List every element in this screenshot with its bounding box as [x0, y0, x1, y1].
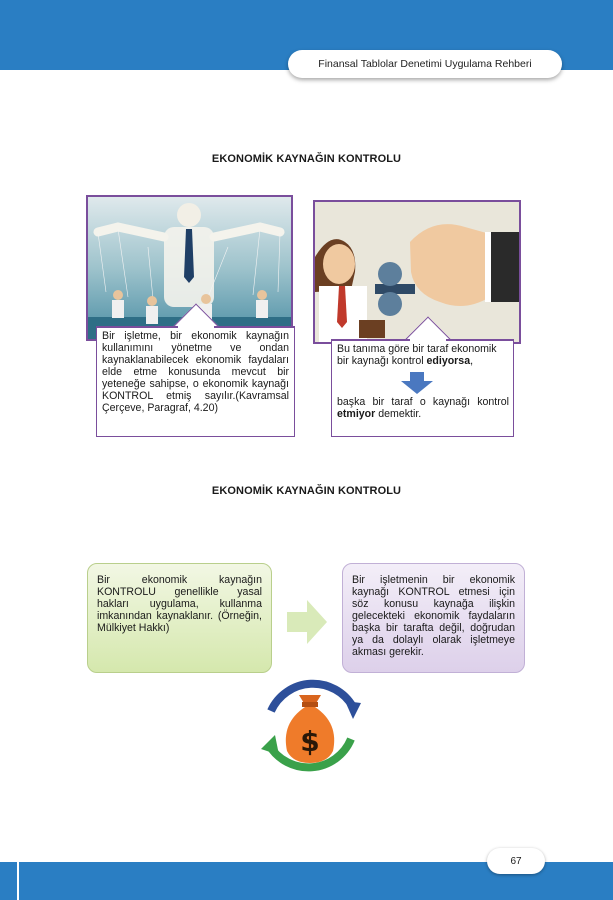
- future-benefits-box: [342, 563, 525, 673]
- left-card-top-border-right: [214, 326, 295, 328]
- section-title-2: EKONOMİK KAYNAĞIN KONTROLU: [211, 485, 402, 497]
- header-title: Finansal Tablolar Denetimi Uygulama Rehberi: [288, 50, 562, 78]
- left-definition-text: Bir işletme, bir ekonomik kaynağın kullanımını yönetme ve ondan kaynaklanabilecek ekonomik faydaları elde etme konusunda mevcut bir yeteneğe sahipse, o ekonomik kaynağı KONTROL etmiş sayılır.(Kavramsal Çerçeve, Paragraf, 4.20): [102, 330, 289, 414]
- legal-rights-text: Bir ekonomik kaynağın KONTROLU genellikle yasal hakları uygulama, kullanma imkanından kaynaklanır. (Örneğin, Mülkiyet Hakkı): [97, 574, 262, 634]
- right-card-top-border-right: [446, 339, 514, 341]
- green-arrowhead-icon: [261, 735, 279, 755]
- wind-up-key-icon: [315, 202, 519, 342]
- blue-arrowhead-icon: [345, 701, 361, 719]
- page-number: 67: [487, 848, 545, 874]
- right-card-line1: [337, 343, 508, 373]
- footer-divider: [17, 862, 19, 900]
- right-definition-card: [331, 339, 514, 437]
- left-definition-card: [96, 326, 295, 437]
- right-card-bold-1: ediyorsa: [426, 355, 471, 367]
- right-card-text-1: Bu tanıma göre bir taraf ekonomik bir kaynağı kontrol: [337, 343, 497, 367]
- right-arrow-icon: [287, 600, 327, 644]
- down-arrow-icon: [397, 372, 437, 394]
- right-card-top-border-left: [331, 339, 410, 341]
- right-card-text-2: başka bir taraf o kaynağı kontrol: [337, 396, 509, 408]
- right-card-text-3: demektir.: [375, 408, 422, 420]
- right-card-line2: [337, 396, 509, 420]
- wind-up-businessman-illustration: [313, 200, 521, 344]
- legal-rights-box: [87, 563, 272, 673]
- dollar-sign: $: [300, 725, 320, 758]
- money-bag-cycle-graphic: [255, 665, 365, 789]
- left-card-top-border-left: [96, 326, 178, 328]
- right-card-comma: ,: [470, 355, 474, 367]
- right-card-bold-2: etmiyor: [337, 408, 376, 420]
- future-benefits-text: Bir işletmenin bir ekonomik kaynağı KONTROL etmesi için söz konusu kaynağa ilişkin gelecekteki ekonomik faydaların başka bir tarafta değil, doğrudan ya da dolaylı olarak işletmeye akması gerekir.: [352, 574, 515, 658]
- section-title-1: EKONOMİK KAYNAĞIN KONTROLU: [211, 153, 402, 165]
